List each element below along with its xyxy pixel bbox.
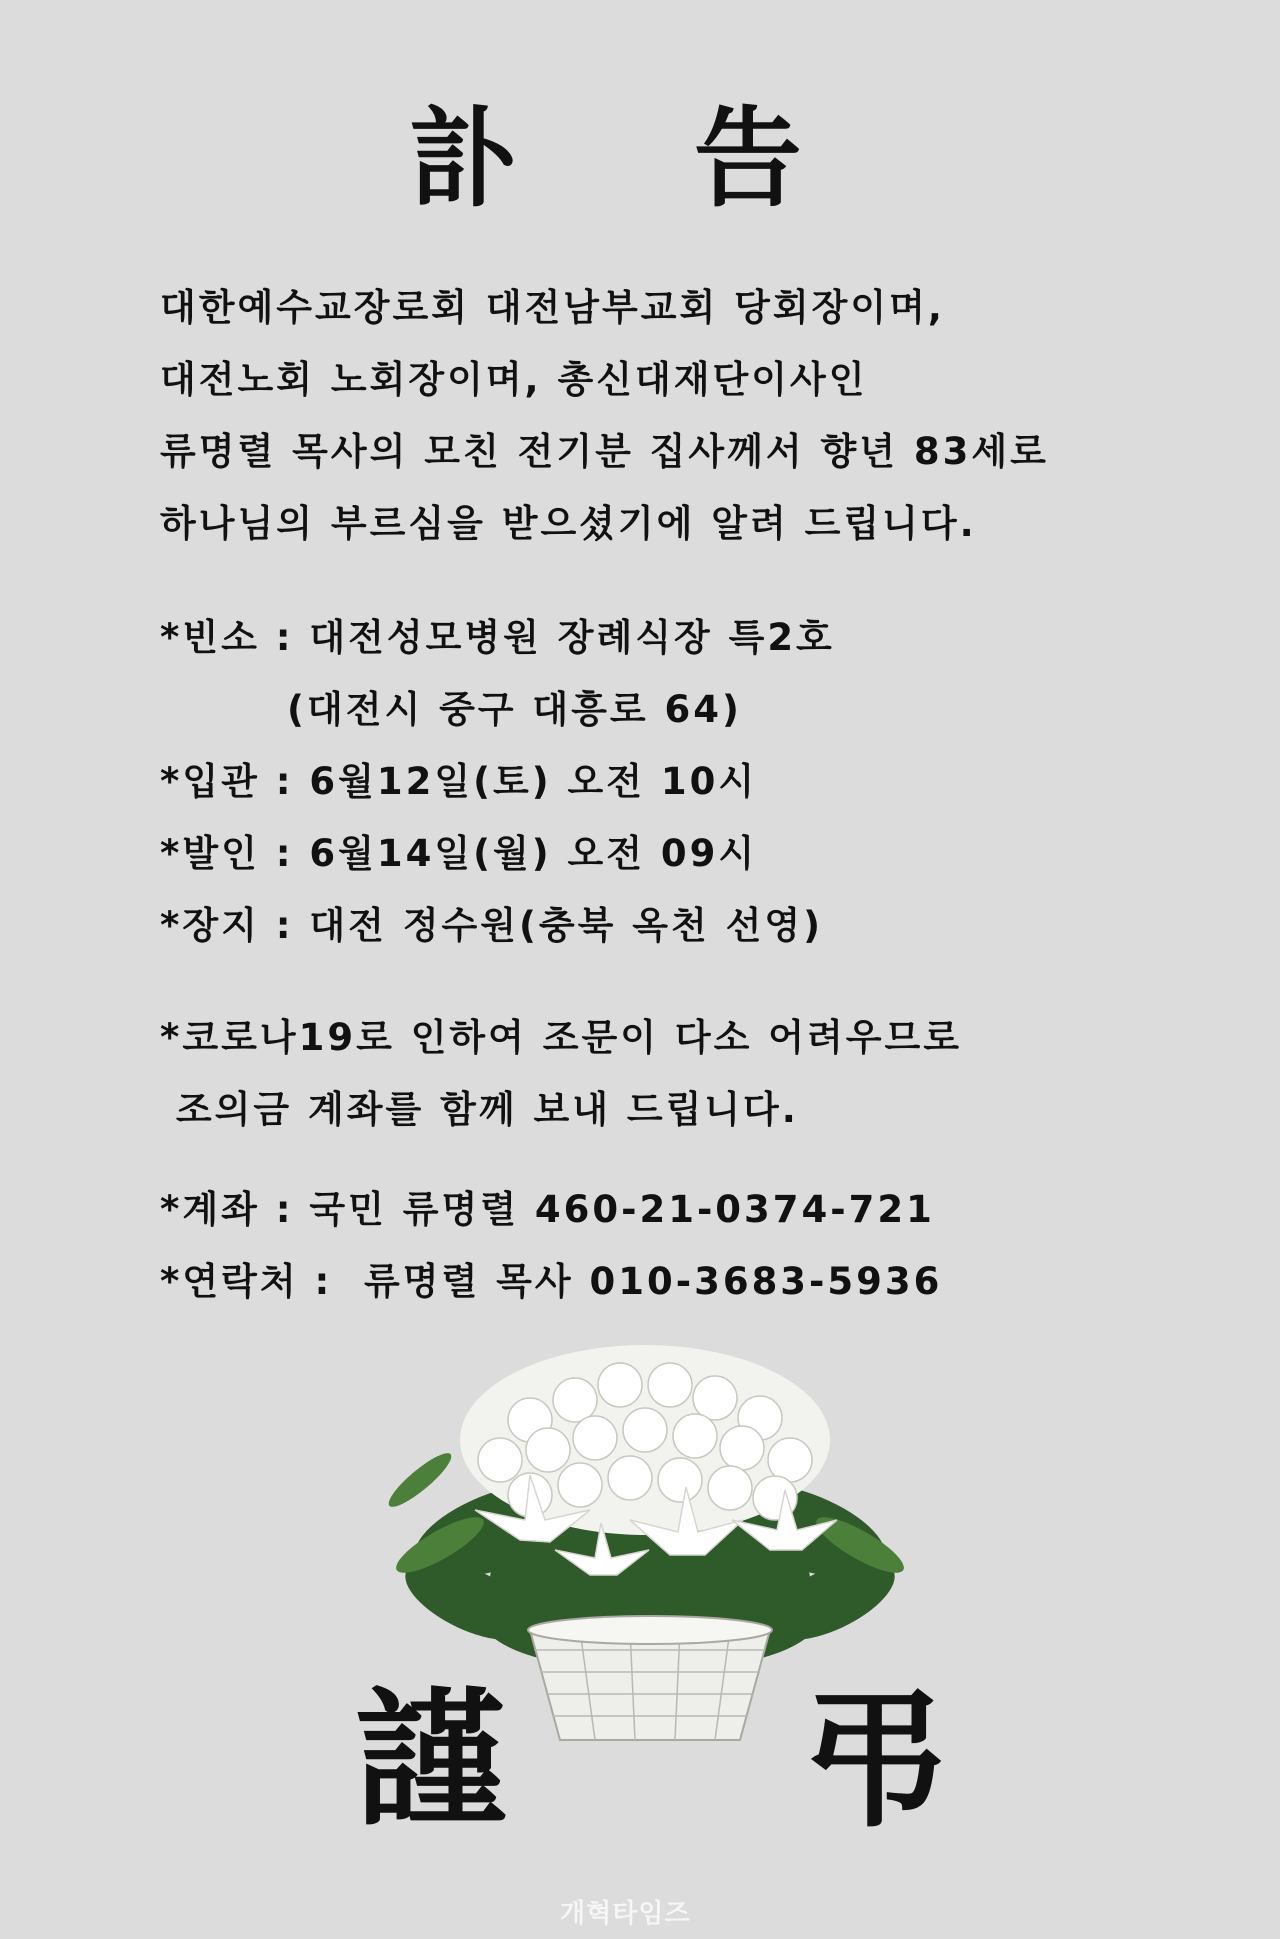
watermark-logo: 개혁타임즈 [560,1899,691,1929]
announcement-line: 대한예수교장로회 대전남부교회 당회장이며, [160,286,945,329]
detail-burial-site: *장지 : 대전 정수원(충북 옥천 선영) [160,904,824,947]
detail-encoffining: *입관 : 6월12일(토) 오전 10시 [160,760,758,803]
page-title: 訃 告 [408,96,872,222]
covid-notice [160,1002,1200,1146]
contact-info [160,1174,1200,1318]
detail-viewing-address: (대전시 중구 대흥로 64) [160,688,742,731]
detail-viewing-place: *빈소 : 대전성모병원 장례식장 특2호 [160,616,835,659]
announcement-text [160,272,1200,560]
detail-departure: *발인 : 6월14일(월) 오전 09시 [160,832,758,875]
contact-phone: *연락처 : 류명렬 목사 010-3683-5936 [160,1260,943,1303]
announcement-line: 대전노회 노회장이며, 총신대재단이사인 [160,358,868,401]
notice-line: 조의금 계좌를 함께 보내 드립니다. [160,1088,799,1131]
condolence-char-right: 弔 [800,1672,951,1848]
condolence-char-left: 謹 [355,1672,506,1848]
funeral-details [160,602,1200,962]
announcement-line: 류명렬 목사의 모친 전기분 집사께서 향년 83세로 [160,430,1049,473]
bank-account: *계좌 : 국민 류명렬 460-21-0374-721 [160,1188,935,1231]
announcement-line: 하나님의 부르심을 받으셨기에 알려 드립니다. [160,502,977,545]
notice-line: *코로나19로 인하여 조문이 다소 어려우므로 [160,1016,962,1059]
